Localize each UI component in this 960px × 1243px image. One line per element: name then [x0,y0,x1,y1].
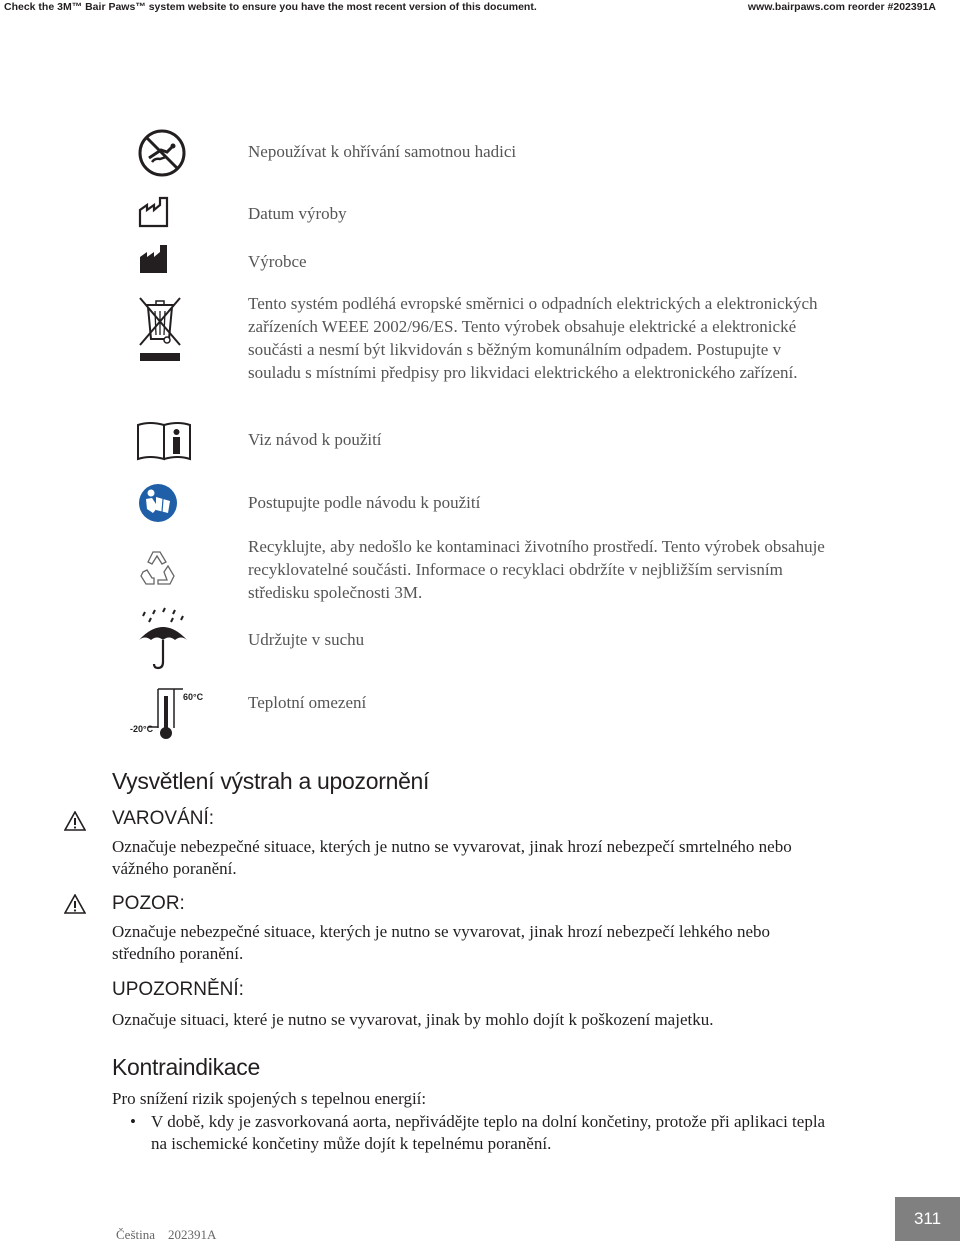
no-hose-heating-icon [137,128,187,183]
version-notice: Check the 3M™ Bair Paws™ system website to ensure you have the most recent version of this document. [4,1,537,13]
notice-text: Označuje situaci, které je nutno se vyvarovat, jinak by mohlo dojít k poškození majetku. [112,1010,714,1029]
manufacturer-icon [138,243,170,280]
symbol-text-date: Datum výroby [248,204,347,223]
keep-dry-icon [137,606,189,675]
symbol-text-recycle: Recyklujte, aby nedošlo ke kontaminaci životního prostředí. Tento výrobek obsahuje recyklovatelné součásti. Informace o recyklaci obdržíte v nejbližším servisním středisku společnosti 3M. [248,537,825,602]
contraindications-title: Kontraindikace [112,1054,260,1080]
warning-text: Označuje nebezpečné situace, kterých je nutno se vyvarovat, jinak hrozí nebezpečí smrtelného nebo vážného poranění. [112,837,792,878]
caution-triangle-icon [64,894,86,919]
caution-label: POZOR: [112,893,185,914]
page-number: 311 [913,1209,942,1228]
temp-low-label: -20°C [130,724,154,734]
symbol-text-keep-dry: Udržujte v suchu [248,630,365,649]
list-item-text: V době, kdy je zasvorkovaná aorta, nepřivádějte teplo na dolní končetiny, protože při aplikaci tepla na ischemické končetiny může dojít k tepelnému poranění. [151,1112,826,1153]
symbol-text-weee: Tento systém podléhá evropské směrnici o odpadních elektrických a elektronických zařízeních WEEE 2002/96/ES. Tento výrobek obsahuje elektrické a elektronické součásti a nesmí být likvidován s běžným komunálním odpadem. Postupujte v souladu s místními předpisy pro likvidaci elektrického a elektronického zařízení. [248,294,818,382]
symbol-text-follow: Postupujte podle návodu k použití [248,493,481,512]
footer-doc-number: 202391A [168,1227,217,1242]
follow-instructions-icon [138,483,178,528]
contraindications-list [112,1111,832,1155]
bullet-icon: • [130,1112,136,1131]
top-notice-bar [0,0,960,16]
reorder-link[interactable]: www.bairpaws.com reorder #202391A [747,1,936,13]
temperature-limit-icon [128,686,208,742]
warnings-section-title: Vysvětlení výstrah a upozornění [112,768,430,794]
footer-language-label: Čeština [116,1227,155,1242]
symbol-text-consult: Viz návod k použití [248,430,382,449]
temp-high-label: 60°C [183,692,204,702]
warning-triangle-icon [64,811,86,836]
symbol-text-manufacturer: Výrobce [248,252,307,271]
caution-text: Označuje nebezpečné situace, kterých je nutno se vyvarovat, jinak hrozí nebezpečí lehkého nebo středního poranění. [112,922,770,963]
warning-label: VAROVÁNÍ: [112,808,215,829]
symbol-text-no-hose-heating: Nepoužívat k ohřívání samotnou hadici [248,142,517,161]
date-of-manufacture-icon [138,196,170,233]
recycle-icon [138,548,180,593]
notice-label: UPOZORNĚNÍ: [112,979,244,1000]
symbol-text-temperature: Teplotní omezení [248,693,367,712]
weee-bin-icon [138,295,182,372]
list-item [112,1111,832,1155]
contraindications-intro: Pro snížení rizik spojených s tepelnou energií: [112,1089,427,1108]
consult-instructions-icon [136,421,192,466]
page-number-box [895,1197,960,1241]
